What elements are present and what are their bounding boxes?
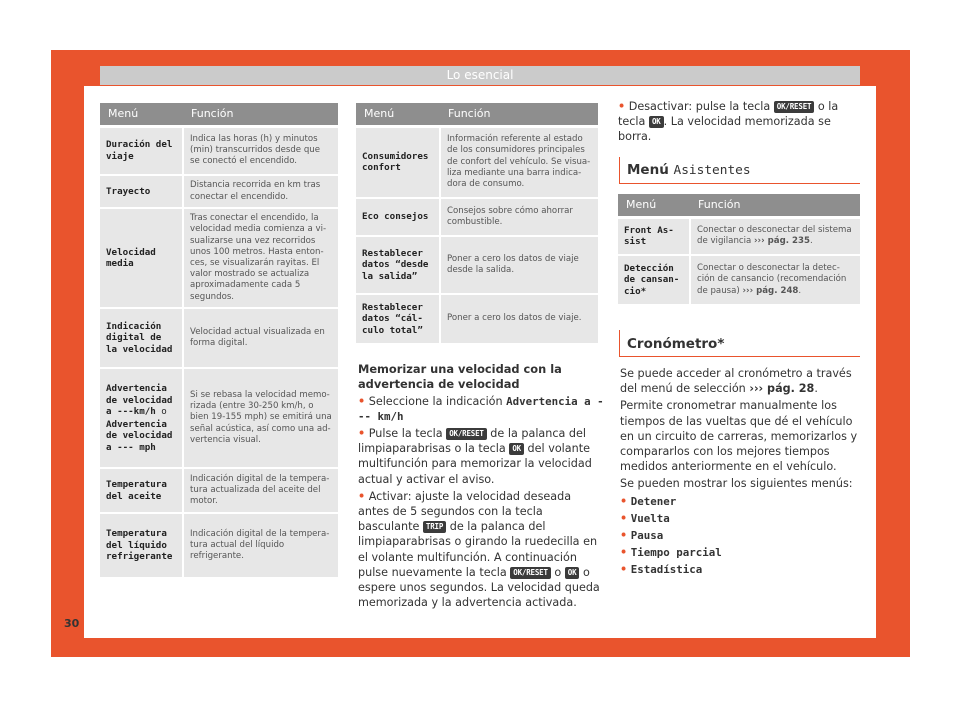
section-heading: Memorizar una velocidad con la advertencia de velocidad: [358, 362, 562, 391]
table-header-function: Función: [690, 194, 860, 217]
step-item: [358, 489, 604, 611]
paragraph: [620, 366, 862, 396]
row-value: Si se rebasa la velocidad memorizada (entre 30-250 km/h, o bien 19-155 mph) se emitirá una señal acústica, así como una advertencia visual.: [183, 368, 338, 468]
table-header-function: Función: [440, 103, 598, 126]
row-key: Indicación digital de la velocidad: [100, 308, 183, 368]
row-key: Consumidores confort: [356, 126, 440, 198]
memorize-speed-section: [358, 362, 604, 612]
section-rule-vertical: [619, 330, 620, 356]
table-header-menu: Menú: [618, 194, 690, 217]
step-text: o la tecla: [618, 100, 839, 129]
table-consumption: [356, 103, 598, 345]
menu-list-item: [620, 562, 862, 577]
row-key-part: Advertencia de velocidad a --- mph: [106, 418, 173, 453]
row-value: Consejos sobre cómo ahorrar combustible.: [440, 198, 598, 236]
step-text: del volante multifunción para memorizar la velocidad actual y activar el aviso.: [358, 442, 592, 486]
row-key: Restablecer datos “desde la salida”: [356, 236, 440, 294]
paragraph: Se pueden mostrar los siguientes menús:: [620, 477, 853, 491]
bullet-icon: •: [358, 489, 366, 503]
menu-list-item: [620, 494, 862, 509]
row-value: Información referente al estado de los consumidores principales de confort del vehículo. Se visualiza mediante una barra indicadora de consumo.: [440, 126, 598, 198]
table-row: [100, 175, 338, 208]
table-trip-data: [100, 103, 338, 579]
menu-item-label: Pausa: [630, 529, 664, 543]
step-item: [358, 394, 604, 424]
section-rule: [619, 183, 860, 184]
row-key: Detección de cansancio*: [618, 255, 690, 305]
row-key-or: o: [161, 407, 167, 417]
bullet-icon: •: [618, 100, 626, 113]
row-value-text: .: [809, 236, 813, 247]
row-value-text: Conectar o desconectar la detección de cansancio (recomendación de pausa): [697, 263, 847, 296]
table-row: [100, 208, 338, 308]
table-row: [618, 255, 860, 305]
row-value: [690, 255, 860, 305]
title-mono: Asistentes: [673, 163, 751, 178]
row-key: Front Assist: [618, 217, 690, 255]
table-row: [356, 126, 598, 198]
table-assistants: [618, 194, 860, 306]
table-row: [100, 513, 338, 578]
menu-list-item: [620, 528, 862, 543]
row-key: Duración del viaje: [100, 126, 183, 175]
step-text: o: [554, 565, 562, 579]
step-item: [618, 99, 862, 145]
row-key: [100, 368, 183, 468]
row-key: Eco consejos: [356, 198, 440, 236]
menu-list-item: [620, 511, 862, 526]
bullet-icon: •: [358, 394, 366, 408]
table-header-menu: Menú: [100, 103, 183, 126]
step-text: . La velocidad memorizada se borra.: [618, 115, 831, 144]
row-key: Temperatura del aceite: [100, 468, 183, 513]
table-row: [100, 468, 338, 513]
stopwatch-title: Cronómetro*: [627, 336, 725, 352]
step-text: Activar: ajuste la velocidad deseada antes de 5 segundos con la tecla basculante: [358, 489, 572, 534]
header-title: Lo esencial: [446, 68, 514, 82]
menu-item-label: Estadística: [630, 563, 703, 577]
bullet-icon: •: [620, 563, 628, 577]
table-row: [618, 217, 860, 255]
row-value: Indicación digital de la temperatura actual del líquido refrigerante.: [183, 513, 338, 578]
bullet-icon: •: [620, 529, 628, 543]
menu-item-label: Vuelta: [630, 511, 670, 525]
section-rule-vertical: [619, 157, 620, 183]
ok-reset-key-icon: OK/RESET: [510, 567, 551, 579]
bullet-icon: •: [620, 494, 628, 508]
page-ref-link[interactable]: ››› pág. 28: [749, 382, 815, 396]
ok-reset-key-icon: OK/RESET: [774, 101, 815, 113]
ok-key-icon: OK: [649, 116, 664, 128]
row-key: Trayecto: [100, 175, 183, 208]
paragraph-text: Se puede acceder al cronómetro a través del menú de selección: [620, 367, 852, 396]
row-value: Poner a cero los datos de viaje desde la salida.: [440, 236, 598, 294]
step-text: Seleccione la indicación: [368, 394, 503, 408]
table-row: [100, 126, 338, 175]
row-value-text: Conectar o desconectar del sistema de vigilancia: [697, 225, 852, 247]
row-value: Velocidad actual visualizada en forma digital.: [183, 308, 338, 368]
assistants-menu-title: [627, 162, 751, 178]
row-key: Temperatura del líquido refrigerante: [100, 513, 183, 578]
row-value: [690, 217, 860, 255]
stopwatch-section: [620, 366, 862, 580]
title-word: Menú: [627, 162, 669, 178]
bullet-icon: •: [620, 546, 628, 560]
section-rule: [619, 356, 860, 357]
row-value: Poner a cero los datos de viaje.: [440, 294, 598, 344]
ok-reset-key-icon: OK/RESET: [446, 428, 487, 440]
paragraph: Permite cronometrar manualmente los tiempos de las vueltas que dé el vehículo en un circuito de carreras, memorizarlos y compararlos con los mejores tiempos medidos anteriormente en el vehículo.: [620, 399, 858, 474]
table-header-function: Función: [183, 103, 338, 126]
page-ref-link[interactable]: ››› pág. 248: [742, 285, 799, 296]
page-ref-link[interactable]: ››› pág. 235: [754, 236, 810, 247]
table-row: [356, 294, 598, 344]
row-value: Distancia recorrida en km tras conectar el encendido.: [183, 175, 338, 208]
step-item: [358, 426, 604, 487]
step-text: o espere unos segundos. La velocidad queda memorizada y la advertencia activada.: [358, 565, 600, 610]
trip-key-icon: TRIP: [423, 521, 446, 533]
row-value: Indicación digital de la temperatura actualizada del aceite del motor.: [183, 468, 338, 513]
menu-item-label: Detener: [630, 494, 677, 508]
ok-key-icon: OK: [509, 443, 524, 455]
table-header-menu: Menú: [356, 103, 440, 126]
row-value: Indica las horas (h) y minutos (min) transcurridos desde que se conectó el encendido.: [183, 126, 338, 175]
menu-item-label: Tiempo parcial: [630, 546, 722, 560]
row-value: Tras conectar el encendido, la velocidad media comienza a visualizarse una vez recorridos unos 100 metros. Hasta entonces, se visualizarán rayitas. El valor mostrado se actualiza aproximadamente cada 5 segundos.: [183, 208, 338, 308]
step-text: de la palanca del limpiaparabrisas o la tecla: [358, 427, 587, 456]
paragraph-text: .: [814, 382, 818, 396]
table-row: [100, 368, 338, 468]
ok-key-icon: OK: [565, 567, 580, 579]
bullet-icon: •: [358, 427, 366, 440]
table-row: [356, 236, 598, 294]
row-key: Velocidad media: [100, 208, 183, 308]
step-text: de la palanca del limpiaparabrisas o girando la ruedecilla en el volante multifunción. A continuación pulse nuevamente la tecla: [358, 520, 598, 579]
step-text: Desactivar: pulse la tecla: [628, 100, 771, 113]
page-number: 30: [64, 617, 80, 630]
table-row: [356, 198, 598, 236]
step-mono: Advertencia a --- km/h: [358, 394, 604, 423]
row-key-part: Advertencia de velocidad a ---km/h: [106, 383, 173, 417]
row-value-text: .: [798, 285, 802, 296]
table-row: [100, 308, 338, 368]
menu-list-item: [620, 545, 862, 560]
step-text: Pulse la tecla: [368, 427, 443, 440]
deactivate-step: [618, 99, 862, 147]
bullet-icon: •: [620, 511, 628, 525]
row-key: Restablecer datos “cálculo total”: [356, 294, 440, 344]
